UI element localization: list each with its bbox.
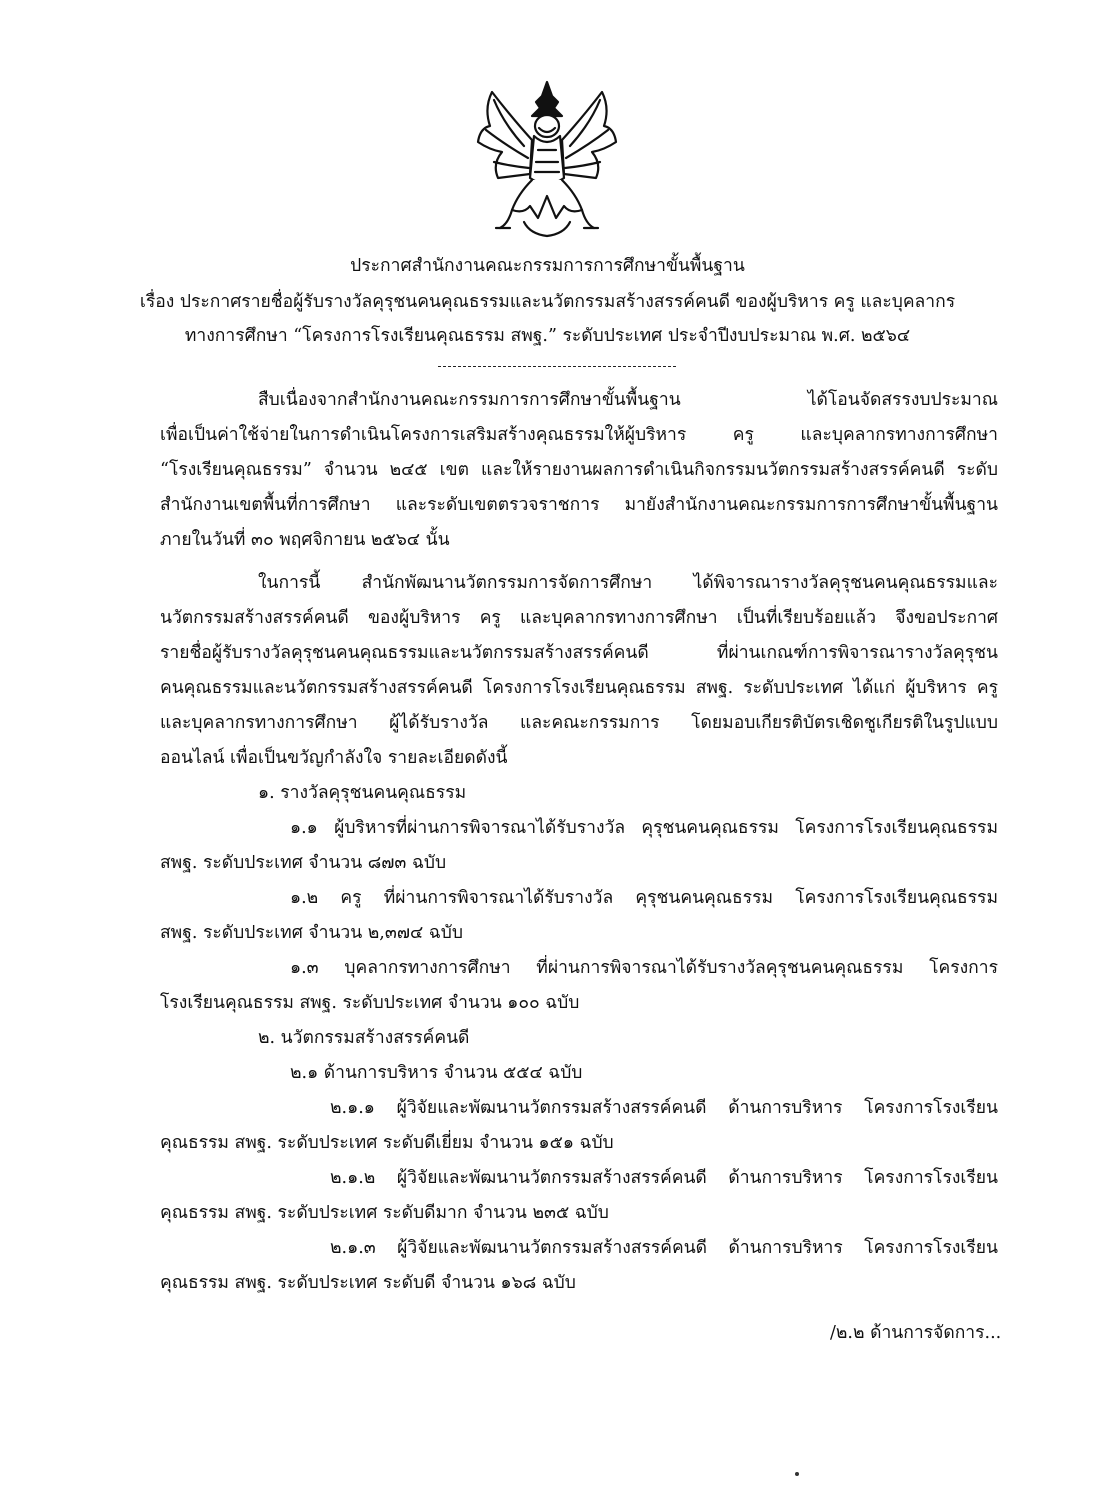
section2-subtitle: ๒.๑ ด้านการบริหาร จำนวน ๕๕๔ ฉบับ: [290, 1063, 583, 1083]
section2-item-cont: คุณธรรม สพฐ. ระดับประเทศ ระดับดีเยี่ยม จำนวน ๑๕๑ ฉบับ: [160, 1133, 614, 1153]
para2-line: รายชื่อผู้รับรางวัลคุรุชนคนคุณธรรมและนวัตกรรมสร้างสรรค์คนดี ที่ผ่านเกณฑ์การพิจารณารางวัลคุรุชน: [160, 643, 998, 663]
garuda-emblem-icon: [472, 78, 622, 238]
section1-item: ๑.๑ ผู้บริหารที่ผ่านการพิจารณาได้รับรางวัล คุรุชนคนคุณธรรม โครงการโรงเรียนคุณธรรม: [290, 818, 998, 838]
section1-item-cont: โรงเรียนคุณธรรม สพฐ. ระดับประเทศ จำนวน ๑๐๐ ฉบับ: [160, 993, 580, 1013]
header-divider: [438, 366, 676, 367]
para2-line: ออนไลน์ เพื่อเป็นขวัญกำลังใจ รายละเอียดดังนี้: [160, 748, 508, 768]
section2-title: ๒. นวัตกรรมสร้างสรรค์คนดี: [258, 1028, 470, 1048]
para1-line: สำนักงานเขตพื้นที่การศึกษา และระดับเขตตรวจราชการ มายังสำนักงานคณะกรรมการการศึกษาขั้นพื้นฐาน: [160, 495, 998, 515]
section2-item-cont: คุณธรรม สพฐ. ระดับประเทศ ระดับดี จำนวน ๑๖๘ ฉบับ: [160, 1273, 576, 1293]
section2-item: ๒.๑.๒ ผู้วิจัยและพัฒนานวัตกรรมสร้างสรรค์คนดี ด้านการบริหาร โครงการโรงเรียน: [330, 1168, 998, 1188]
section2-item: ๒.๑.๑ ผู้วิจัยและพัฒนานวัตกรรมสร้างสรรค์คนดี ด้านการบริหาร โครงการโรงเรียน: [330, 1098, 998, 1118]
para1-line: สืบเนื่องจากสำนักงานคณะกรรมการการศึกษาขั้นพื้นฐาน ได้โอนจัดสรรงบประมาณ: [258, 390, 998, 410]
para2-line: ในการนี้ สำนักพัฒนานวัตกรรมการจัดการศึกษา ได้พิจารณารางวัลคุรุชนคนคุณธรรมและ: [258, 573, 998, 593]
section1-item: ๑.๓ บุคลากรทางการศึกษา ที่ผ่านการพิจารณาได้รับรางวัลคุรุชนคนคุณธรรม โครงการ: [290, 958, 998, 978]
para2-line: นวัตกรรมสร้างสรรค์คนดี ของผู้บริหาร ครู และบุคลากรทางการศึกษา เป็นที่เรียบร้อยแล้ว จึงขอประกาศ: [160, 608, 998, 628]
section2-item-cont: คุณธรรม สพฐ. ระดับประเทศ ระดับดีมาก จำนวน ๒๓๕ ฉบับ: [160, 1203, 609, 1223]
para1-line: ภายในวันที่ ๓๐ พฤศจิกายน ๒๕๖๔ นั้น: [160, 530, 450, 550]
announcement-title: ประกาศสำนักงานคณะกรรมการการศึกษาขั้นพื้นฐาน: [350, 256, 745, 276]
announcement-subject-cont: ทางการศึกษา “โครงการโรงเรียนคุณธรรม สพฐ.” ระดับประเทศ ประจำปีงบประมาณ พ.ศ. ๒๕๖๔: [184, 326, 911, 346]
section2-item: ๒.๑.๓ ผู้วิจัยและพัฒนานวัตกรรมสร้างสรรค์คนดี ด้านการบริหาร โครงการโรงเรียน: [330, 1238, 998, 1258]
section1-item: ๑.๒ ครู ที่ผ่านการพิจารณาได้รับรางวัล คุรุชนคนคุณธรรม โครงการโรงเรียนคุณธรรม: [290, 888, 998, 908]
para2-line: และบุคลากรทางการศึกษา ผู้ได้รับรางวัล และคณะกรรมการ โดยมอบเกียรติบัตรเชิดชูเกียรติในรูปแบบ: [160, 713, 998, 733]
section1-item-cont: สพฐ. ระดับประเทศ จำนวน ๒,๓๗๔ ฉบับ: [160, 923, 463, 943]
continued-marker: /๒.๒ ด้านการจัดการ...: [830, 1323, 1002, 1343]
section1-item-cont: สพฐ. ระดับประเทศ จำนวน ๘๗๓ ฉบับ: [160, 853, 447, 873]
para1-line: เพื่อเป็นค่าใช้จ่ายในการดำเนินโครงการเสริมสร้างคุณธรรมให้ผู้บริหาร ครู และบุคลากรทางการศึกษา: [160, 425, 998, 445]
para2-line: คนคุณธรรมและนวัตกรรมสร้างสรรค์คนดี โครงการโรงเรียนคุณธรรม สพฐ. ระดับประเทศ ได้แก่ ผู้บริหาร ครู: [160, 678, 998, 698]
page-dot: [795, 1472, 799, 1476]
para1-line: “โรงเรียนคุณธรรม” จำนวน ๒๔๕ เขต และให้รายงานผลการดำเนินกิจกรรมนวัตกรรมสร้างสรรค์คนดี ระดับ: [160, 460, 998, 480]
announcement-subject: เรื่อง ประกาศรายชื่อผู้รับรางวัลคุรุชนคนคุณธรรมและนวัตกรรมสร้างสรรค์คนดี ของผู้บริหาร ครู และบุคลากร: [139, 292, 956, 312]
section1-title: ๑. รางวัลคุรุชนคนคุณธรรม: [258, 783, 467, 803]
